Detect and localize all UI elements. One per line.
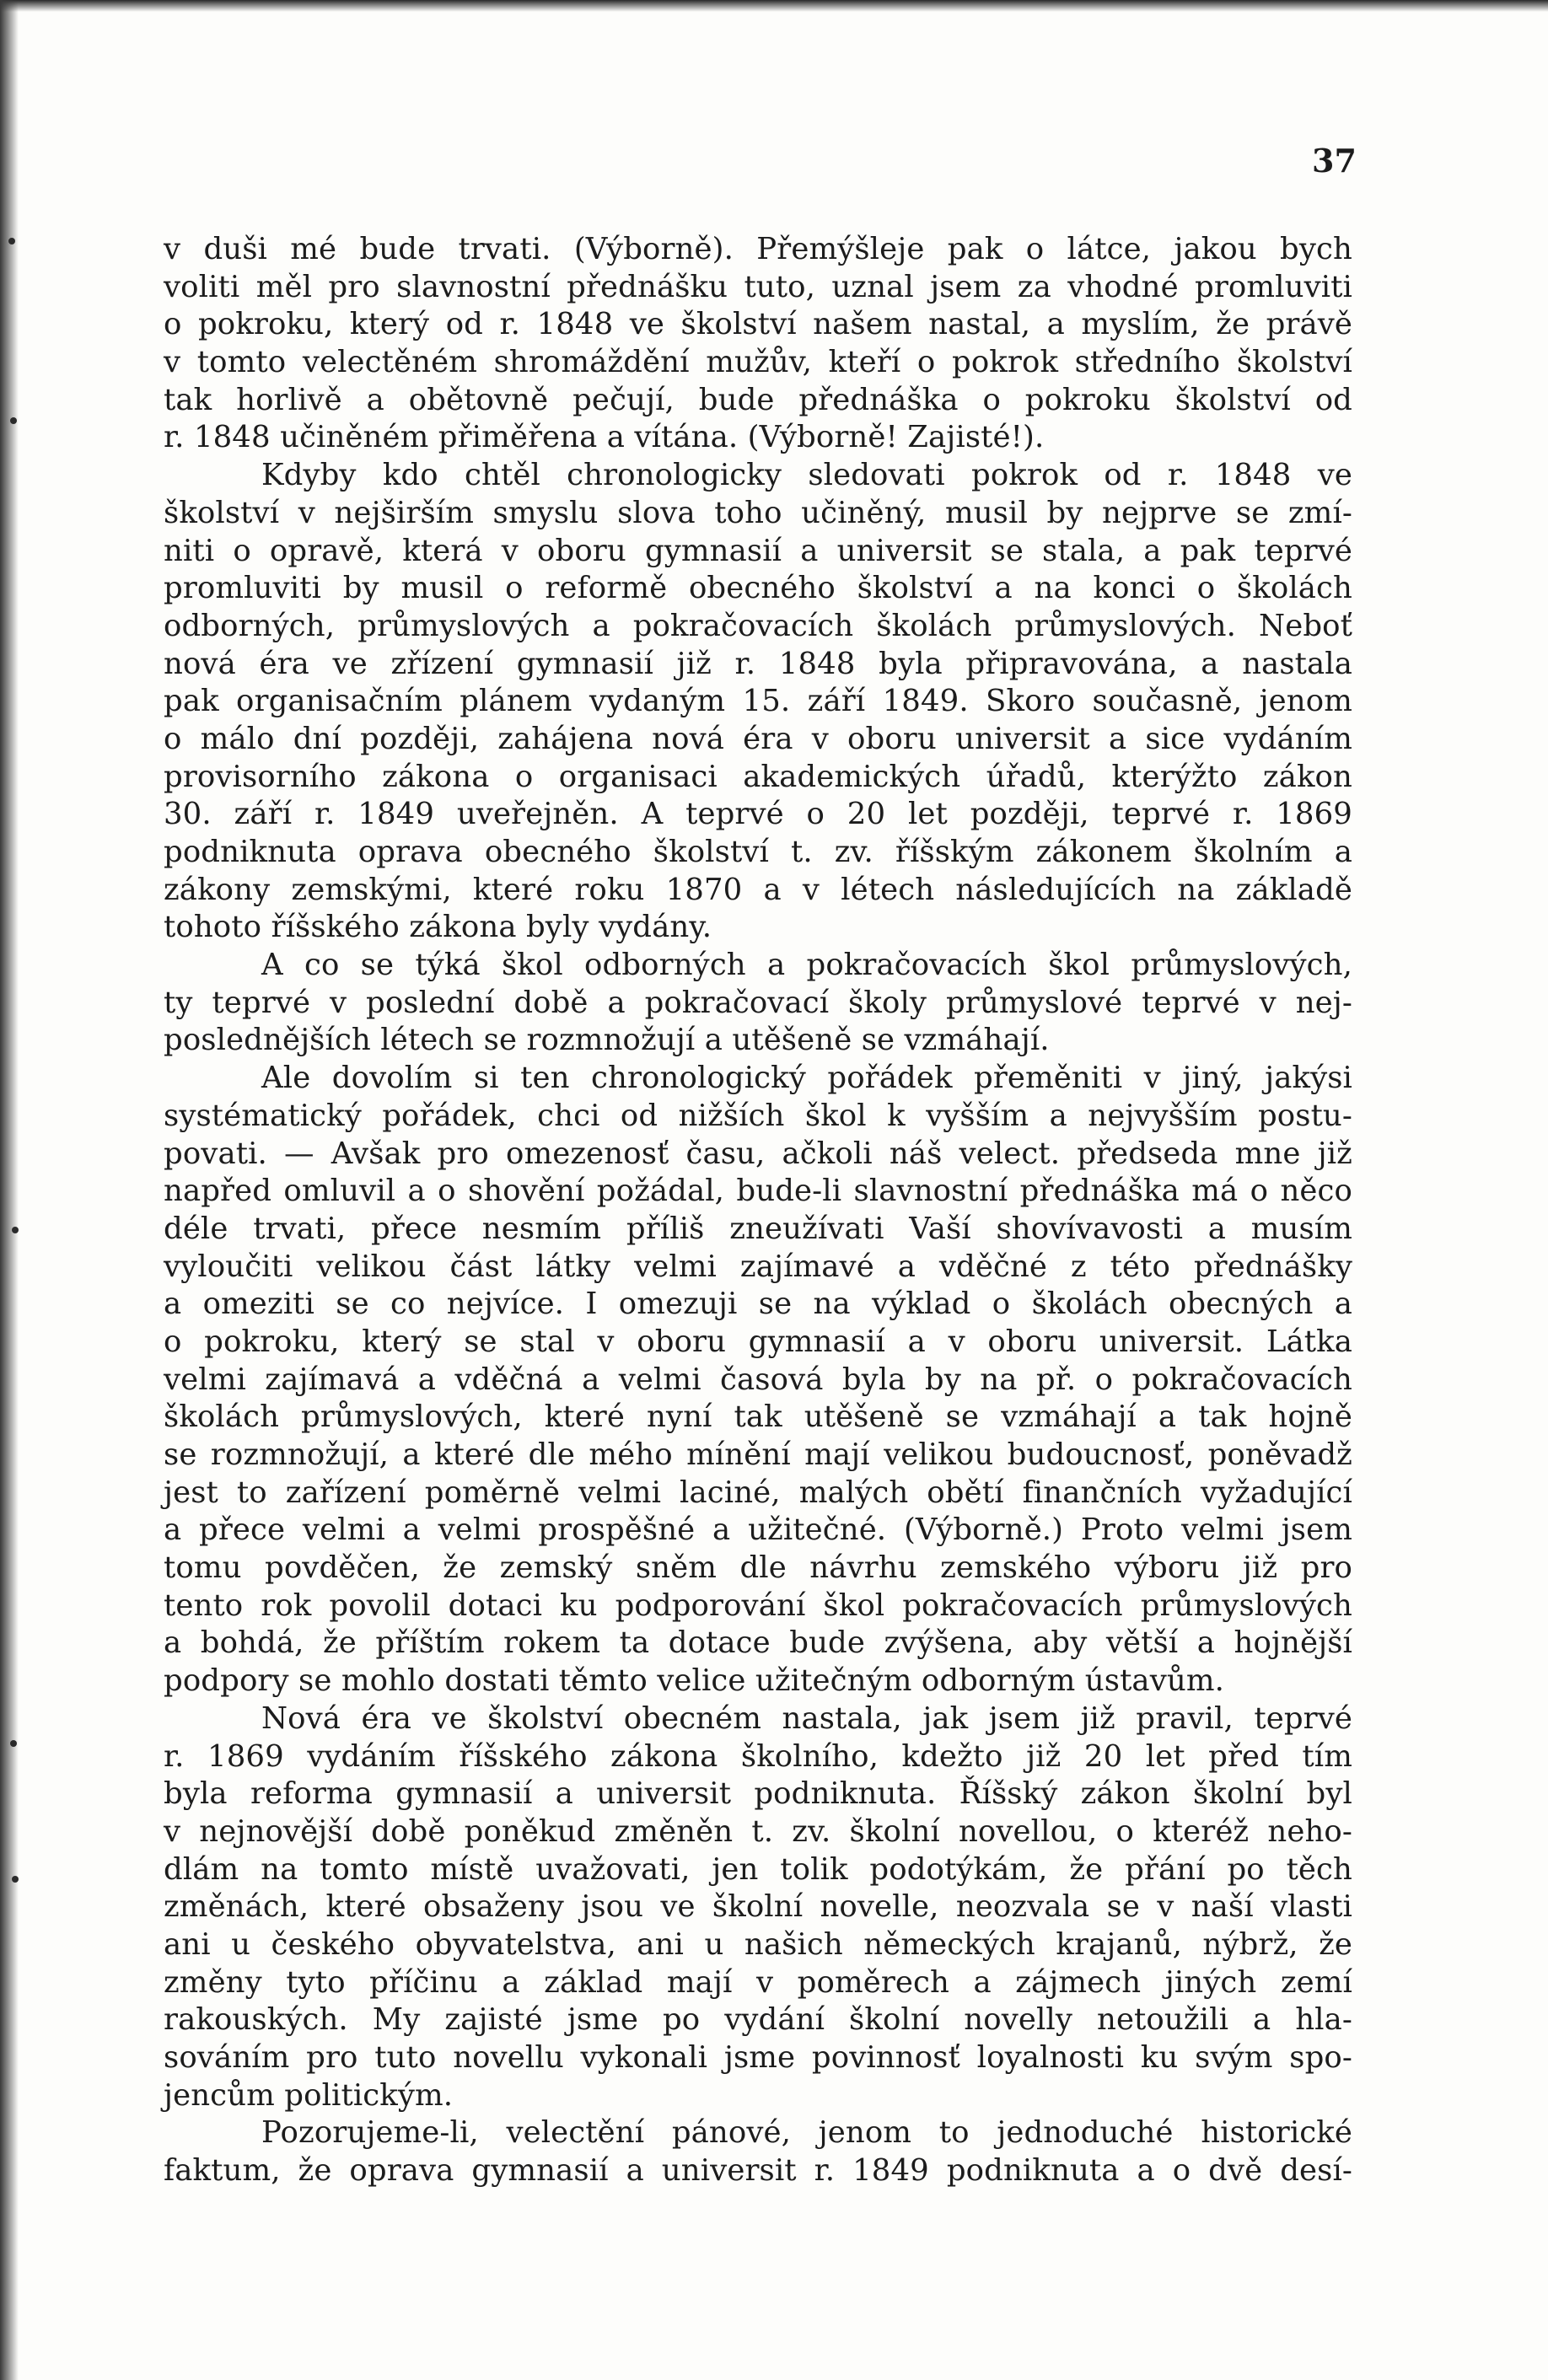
text-line: napřed omluvil a o shovění požádal, bude-li slavnostní přednáška má o něco	[164, 1174, 1352, 1209]
text-line: Pozorujeme-li, velectění pánové, jenom to jednoduché historické	[261, 2115, 1352, 2151]
text-line: rakouských. My zajisté jsme po vydání školní novelly netoužili a hla-	[164, 2002, 1352, 2038]
text-line: r. 1848 učiněném přiměřena a vítána. (Výborně! Zajisté!).	[164, 420, 1045, 455]
text-line: tento rok povolil dotaci ku podporování škol pokračovacích průmyslových	[164, 1588, 1352, 1623]
text-line: sováním pro tuto novellu vykonali jsme povinnosť loyalnosti ku svým spo-	[164, 2040, 1352, 2075]
text-line: se rozmnožují, a které dle mého mínění mají velikou budoucnosť, poněvadž	[164, 1437, 1352, 1472]
text-line: provisorního zákona o organisaci akademických úřadů, kterýžto zákon	[164, 759, 1352, 794]
text-line: o pokroku, který od r. 1848 ve školství našem nastal, a myslím, že právě	[164, 307, 1352, 342]
text-line: změny tyto příčinu a základ mají v poměrech a zájmech jiných zemí	[164, 1964, 1352, 2000]
text-line: systématický pořádek, chci od nižších škol k vyšším a nejvyšším postu-	[164, 1098, 1352, 1133]
text-line: povati. — Avšak pro omezenosť času, ačkoli náš velect. předseda mne již	[164, 1136, 1352, 1171]
page-number: 37	[1312, 142, 1357, 180]
scan-speck	[10, 417, 17, 424]
text-line: a přece velmi a velmi prospěšné a užitečné. (Výborně.) Proto velmi jsem	[164, 1512, 1352, 1548]
text-line: niti o opravě, která v oboru gymnasií a universit se stala, a pak teprvé	[164, 533, 1352, 568]
text-line: dlám na tomto místě uvažovati, jen tolik podotýkám, že přání po těch	[164, 1851, 1352, 1887]
text-line: školství v nejširším smyslu slova toho učiněný, musil by nejprve se zmí-	[164, 495, 1352, 530]
text-line: jencům politickým.	[164, 2077, 454, 2113]
text-line: r. 1869 vydáním říšského zákona školního, kdežto již 20 let před tím	[164, 1738, 1352, 1774]
text-line: změnách, které obsaženy jsou ve školní novelle, neozvala se v naší vlasti	[164, 1889, 1352, 1925]
text-line: Ale dovolím si ten chronologický pořádek přeměniti v jiný, jakýsi	[261, 1061, 1352, 1096]
scan-speck	[10, 1740, 17, 1747]
text-line: byla reforma gymnasií a universit podniknuta. Říšský zákon školní byl	[164, 1776, 1352, 1812]
text-line: podpory se mohlo dostati těmto velice užitečným odborným ústavům.	[164, 1663, 1224, 1699]
text-line: promluviti by musil o reformě obecného školství a na konci o školách	[164, 571, 1352, 606]
text-line: a omeziti se co nejvíce. I omezuji se na výklad o školách obecných a	[164, 1287, 1352, 1322]
text-line: Kdyby kdo chtěl chronologicky sledovati pokrok od r. 1848 ve	[261, 458, 1352, 493]
text-line: A co se týká škol odborných a pokračovacích škol průmyslových,	[261, 948, 1352, 983]
text-line: v duši mé bude trvati. (Výborně). Přemýšleje pak o látce, jakou bych	[164, 232, 1352, 266]
text-line: Nová éra ve školství obecném nastala, jak jsem již pravil, teprvé	[261, 1700, 1352, 1736]
text-line: tomu povděčen, že zemský sněm dle návrhu zemského výboru již pro	[164, 1550, 1352, 1586]
text-line: pak organisačním plánem vydaným 15. září 1849. Skoro současně, jenom	[164, 684, 1352, 719]
text-line: déle trvati, přece nesmím příliš zneužívati Vaší shovívavosti a musím	[164, 1211, 1352, 1246]
text-line: a bohdá, že příštím rokem ta dotace bude zvýšena, aby větší a hojnější	[164, 1625, 1352, 1661]
scan-left-edge	[0, 0, 19, 2380]
scan-speck	[12, 1876, 19, 1883]
text-line: tohoto říšského zákona byly vydány.	[164, 910, 712, 945]
text-line: ani u českého obyvatelstva, ani u našich německých krajanů, nýbrž, že	[164, 1926, 1352, 1962]
text-line: faktum, že oprava gymnasií a universit r. 1849 podniknuta a o dvě desí-	[164, 2153, 1352, 2189]
text-line: v nejnovější době poněkud změněn t. zv. školní novellou, o kteréž neho-	[164, 1813, 1352, 1849]
scan-speck	[8, 238, 15, 244]
text-line: v tomto velectěném shromáždění mužův, kteří o pokrok středního školství	[164, 345, 1352, 380]
scan-top-edge	[0, 0, 1548, 12]
text-line: velmi zajímavá a vděčná a velmi časová byla by na př. o pokračovacích	[164, 1362, 1352, 1397]
text-line: jest to zařízení poměrně velmi laciné, malých obětí finančních vyžadující	[164, 1475, 1352, 1510]
text-line: o málo dní později, zahájena nová éra v oboru universit a sice vydáním	[164, 721, 1352, 756]
text-line: poslednějších létech se rozmnožují a utěšeně se vzmáhají.	[164, 1023, 1050, 1058]
text-line: zákony zemskými, které roku 1870 a v létech následujících na základě	[164, 872, 1352, 907]
text-line: školách průmyslových, které nyní tak utěšeně se vzmáhají a tak hojně	[164, 1400, 1352, 1435]
scan-speck	[12, 1227, 19, 1233]
text-line: voliti měl pro slavnostní přednášku tuto, uznal jsem za vhodné promluviti	[164, 269, 1352, 304]
text-line: podniknuta oprava obecného školství t. zv. říšským zákonem školním a	[164, 835, 1352, 869]
text-line: vyloučiti velikou část látky velmi zajímavé a vděčné z této přednášky	[164, 1249, 1352, 1284]
text-line: nová éra ve zřízení gymnasií již r. 1848 byla připravována, a nastala	[164, 646, 1352, 681]
text-line: ty teprvé v poslední době a pokračovací školy průmyslové teprvé v nej-	[164, 985, 1352, 1020]
text-line: tak horlivě a obětovně pečují, bude přednáška o pokroku školství od	[164, 382, 1352, 417]
text-line: 30. září r. 1849 uveřejněn. A teprvé o 20 let později, teprvé r. 1869	[164, 797, 1352, 832]
text-line: o pokroku, který se stal v oboru gymnasií a v oboru universit. Látka	[164, 1324, 1352, 1359]
text-line: odborných, průmyslových a pokračovacích školách průmyslových. Neboť	[164, 608, 1352, 643]
body-text	[164, 231, 1352, 2190]
